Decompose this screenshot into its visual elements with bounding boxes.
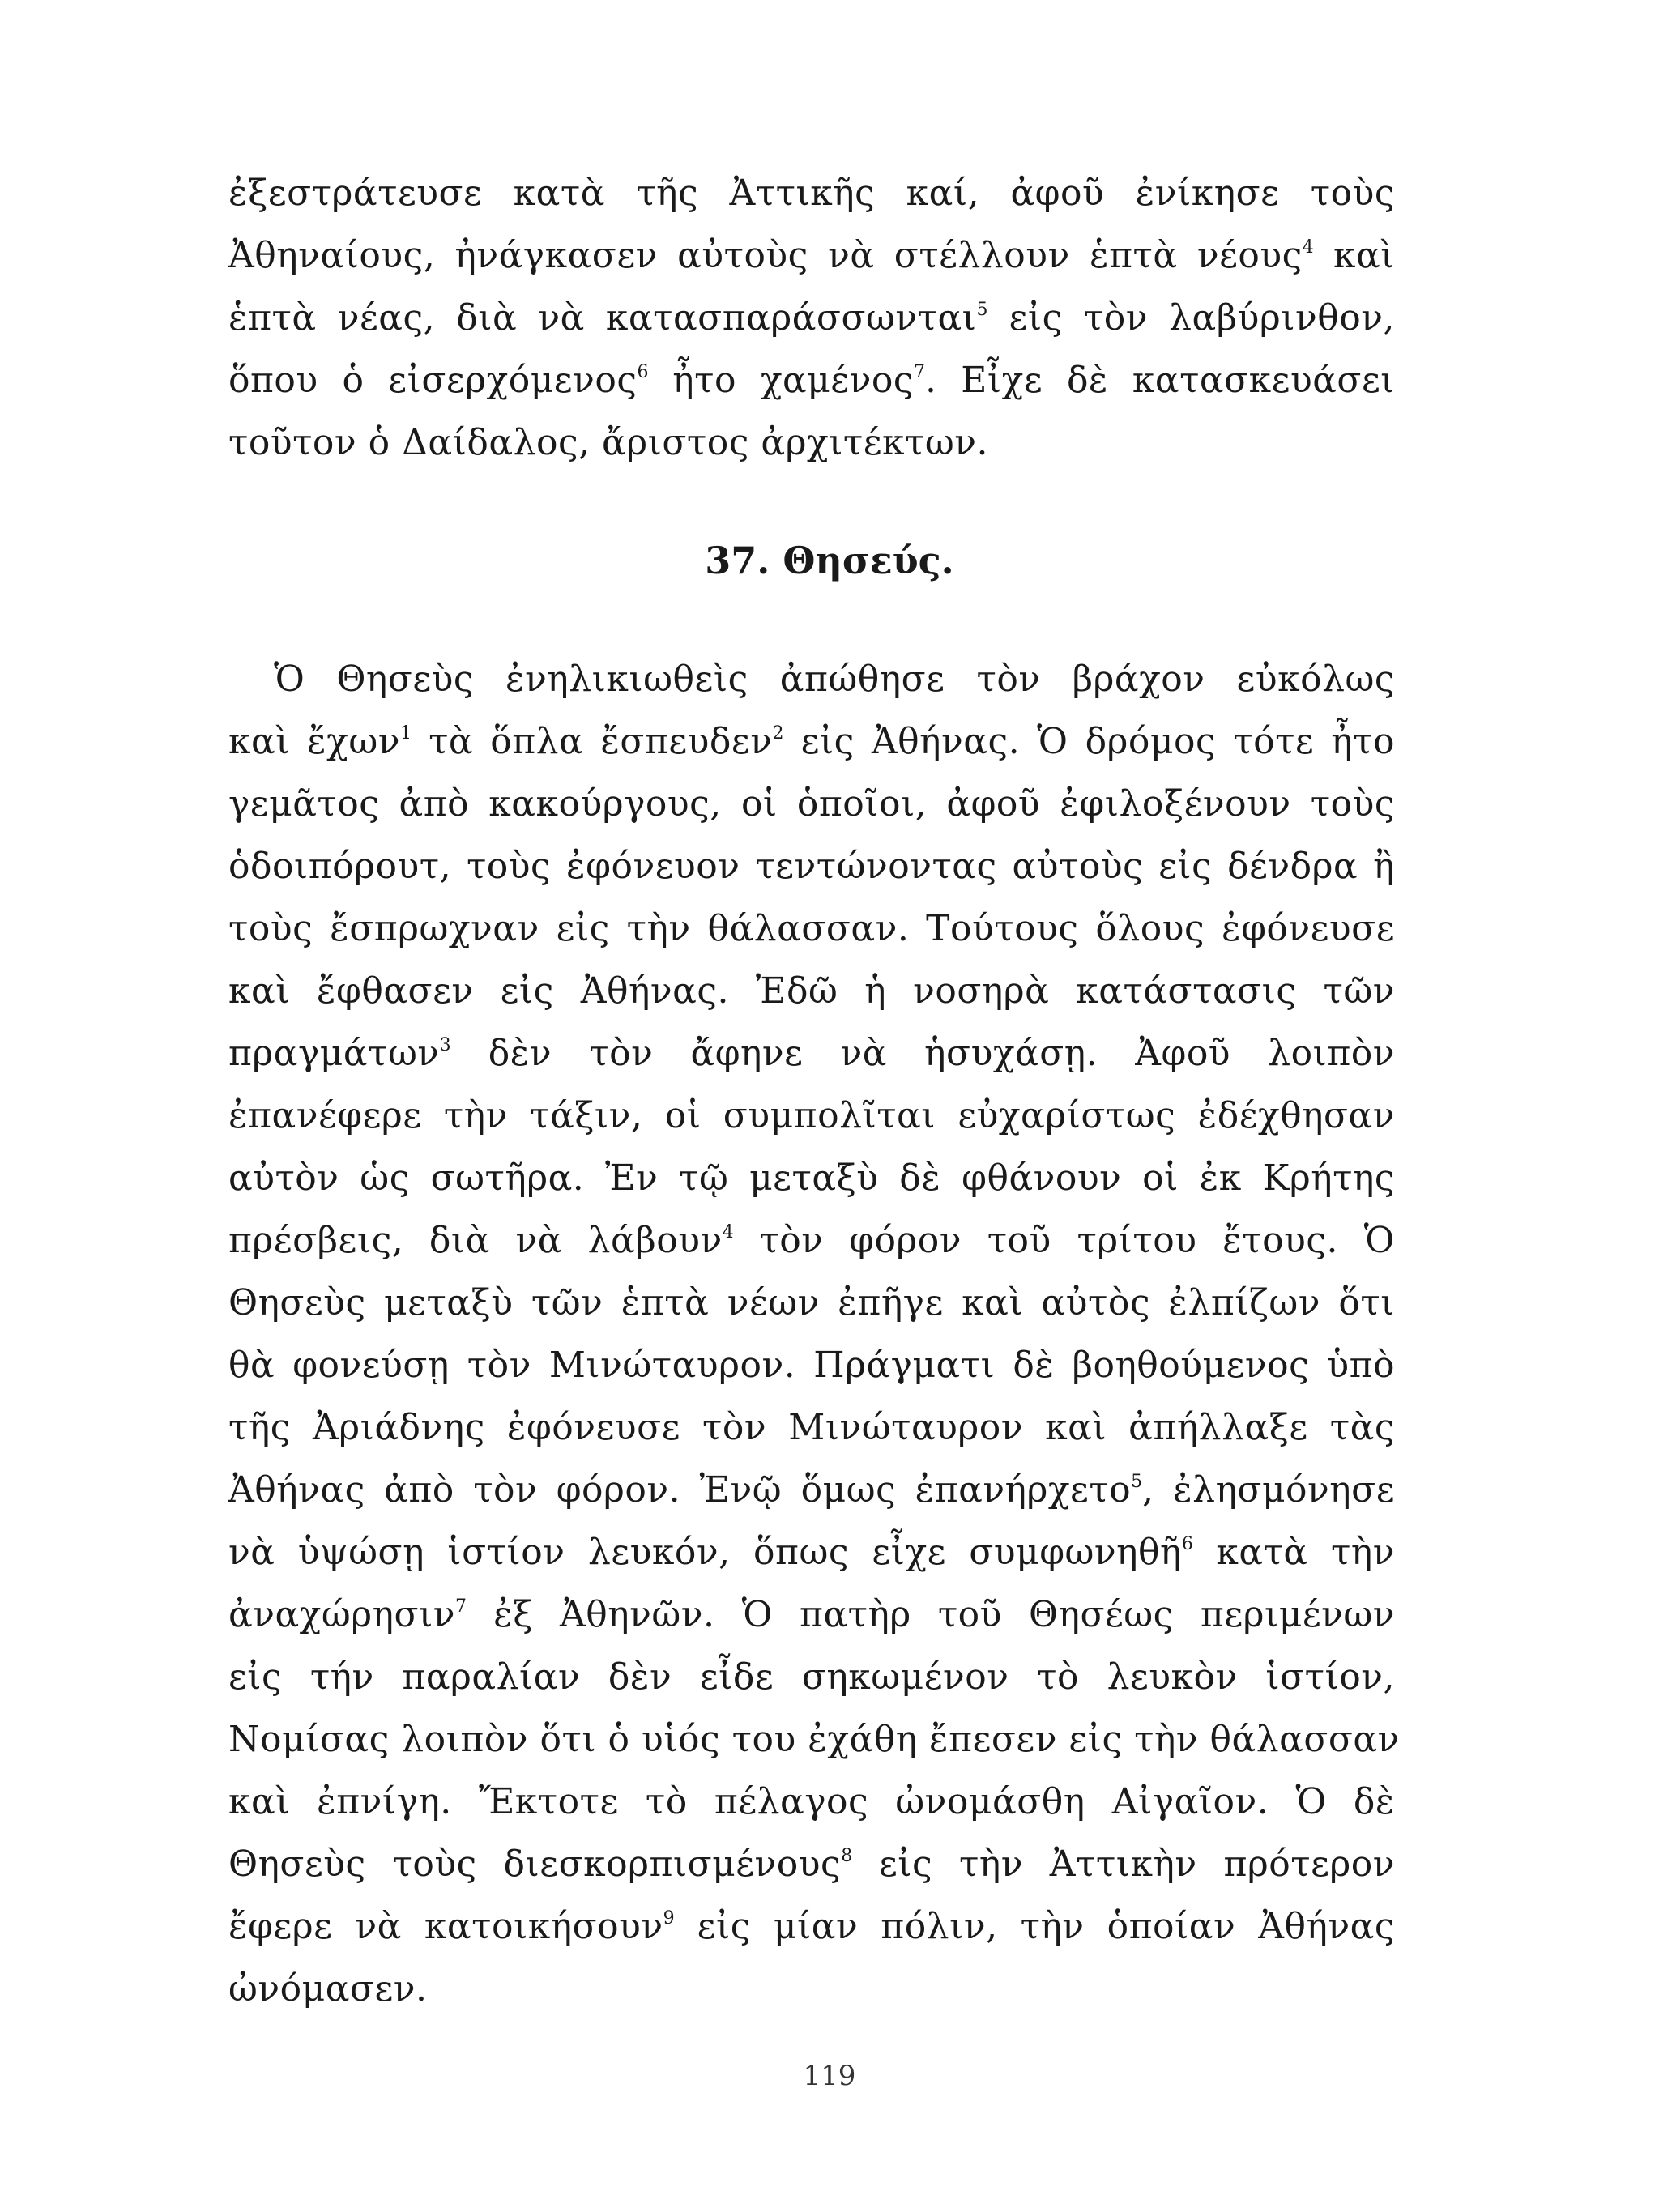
text-line: τοῦτον ὁ Δαίδαλος, ἄριστος ἀρχιτέκτων. xyxy=(228,422,988,463)
text-line: αὐτὸν ὡς σωτῆρα. Ἐν τῷ μεταξὺ δὲ φθάνουν οἱ ἐκ Κρήτης xyxy=(228,1157,1395,1199)
footnote-marker: 5 xyxy=(1131,1472,1143,1492)
body-paragraph xyxy=(228,648,1400,2020)
text-line: ἀναχώρησιν$^7$ ἐξ Ἀθηνῶν. Ὁ πατὴρ τοῦ Θησέως περιμένων xyxy=(228,1594,1395,1635)
text-line: Ὁ Θησεὺς ἐνηλικιωθεὶς ἀπώθησε τὸν βράχον εὐκόλως xyxy=(274,658,1395,700)
footnote-marker: 6 xyxy=(1181,1534,1193,1554)
text-line: ἑπτὰ νέας, διὰ νὰ κατασπαράσσωνται$^5$ εἰς τὸν λαβύρινθον, xyxy=(228,297,1395,339)
text-line: Ἀθηναίους, ἠνάγκασεν αὐτοὺς νὰ στέλλουν ἑπτὰ νέους$^4$ καὶ xyxy=(228,235,1396,276)
footnote-marker: 7 xyxy=(913,362,925,382)
text-line: εἰς τήν παραλίαν δὲν εἶδε σηκωμένον τὸ λευκὸν ἱστίον, xyxy=(228,1656,1395,1698)
footnote-marker: 3 xyxy=(439,1035,451,1055)
text-line: τῆς Ἀριάδνης ἐφόνευσε τὸν Μινώταυρον καὶ ἀπήλλαξε τὰς xyxy=(228,1407,1395,1448)
text-line: ἔφερε νὰ κατοικήσουν$^9$ εἰς μίαν πόλιν, τὴν ὁποίαν Ἀθήνας xyxy=(228,1906,1395,1947)
footnote-marker: 8 xyxy=(841,1846,853,1866)
text-line: ἐξεστράτευσε κατὰ τῆς Ἀττικῆς καί, ἀφοῦ ἐνίκησε τοὺς xyxy=(228,173,1395,214)
text-line: καὶ ἔφθασεν εἰς Ἀθήνας. Ἐδῶ ἡ νοσηρὰ κατάστασις τῶν xyxy=(228,970,1395,1012)
text-line: Ἀθήνας ἀπὸ τὸν φόρον. Ἐνῷ ὅμως ἐπανήρχετο$^5$, ἐλησμόνησε xyxy=(228,1469,1395,1511)
footnote-marker: 7 xyxy=(454,1596,467,1617)
text-line: ὁδοιπόρουτ, τοὺς ἐφόνευον τεντώνοντας αὐτοὺς εἰς δένδρα ἢ xyxy=(228,846,1395,887)
text-line: Νομίσας λοιπὸν ὅτι ὁ υἱός του ἐχάθη ἔπεσεν εἰς τὴν θάλασσαν xyxy=(228,1719,1400,1760)
text-line: ὅπου ὁ εἰσερχόμενος$^6$ ἦτο χαμένος$^7$. Εἶχε δὲ κατασκευάσει xyxy=(228,360,1396,401)
text-line: πρέσβεις, διὰ νὰ λάβουν$^4$ τὸν φόρον τοῦ τρίτου ἔτους. Ὁ xyxy=(228,1220,1395,1261)
text-line: γεμᾶτος ἀπὸ κακούργους, οἱ ὁποῖοι, ἀφοῦ ἐφιλοξένουν τοὺς xyxy=(228,783,1395,825)
footnote-marker: 1 xyxy=(399,723,412,744)
footnote-marker: 4 xyxy=(722,1222,734,1242)
text-line: πραγμάτων$^3$ δὲν τὸν ἄφηνε νὰ ἡσυχάσῃ. Ἀφοῦ λοιπὸν xyxy=(228,1033,1395,1074)
footnote-marker: 2 xyxy=(772,723,784,744)
section-title: 37. Θησεύς. xyxy=(705,539,954,582)
text-line: τοὺς ἔσπρωχναν εἰς τὴν θάλασσαν. Τούτους ὅλους ἐφόνευσε xyxy=(228,908,1395,949)
text-line: καὶ ἐπνίγη. Ἔκτοτε τὸ πέλαγος ὠνομάσθη Αἰγαῖον. Ὁ δὲ xyxy=(228,1781,1395,1822)
text-line: ὠνόμασεν. xyxy=(228,1968,428,2010)
text-line: νὰ ὑψώσῃ ἱστίον λευκόν, ὅπως εἶχε συμφωνηθῆ$^6$ κατὰ τὴν xyxy=(228,1532,1395,1573)
intro-paragraph xyxy=(228,162,1395,474)
text-line: Θησεὺς μεταξὺ τῶν ἑπτὰ νέων ἐπῆγε καὶ αὐτὸς ἐλπίζων ὅτι xyxy=(228,1282,1395,1323)
footnote-marker: 5 xyxy=(976,300,988,320)
text-line: Θησεὺς τοὺς διεσκορπισμένους$^8$ εἰς τὴν Ἀττικὴν πρότερον xyxy=(228,1843,1395,1885)
footnote-marker: 9 xyxy=(663,1908,675,1929)
page-number: 119 xyxy=(803,2060,856,2092)
text-line: καὶ ἔχων$^1$ τὰ ὅπλα ἔσπευδεν$^2$ εἰς Ἀθήνας. Ὁ δρόμος τότε ἦτο xyxy=(228,721,1395,762)
text-line: ἐπανέφερε τὴν τάξιν, οἱ συμπολῖται εὐχαρίστως ἐδέχθησαν xyxy=(228,1095,1395,1136)
footnote-marker: 4 xyxy=(1302,237,1314,258)
text-line: θὰ φονεύσῃ τὸν Μινώταυρον. Πράγματι δὲ βοηθούμενος ὑπὸ xyxy=(228,1345,1395,1386)
footnote-marker: 6 xyxy=(637,362,649,382)
